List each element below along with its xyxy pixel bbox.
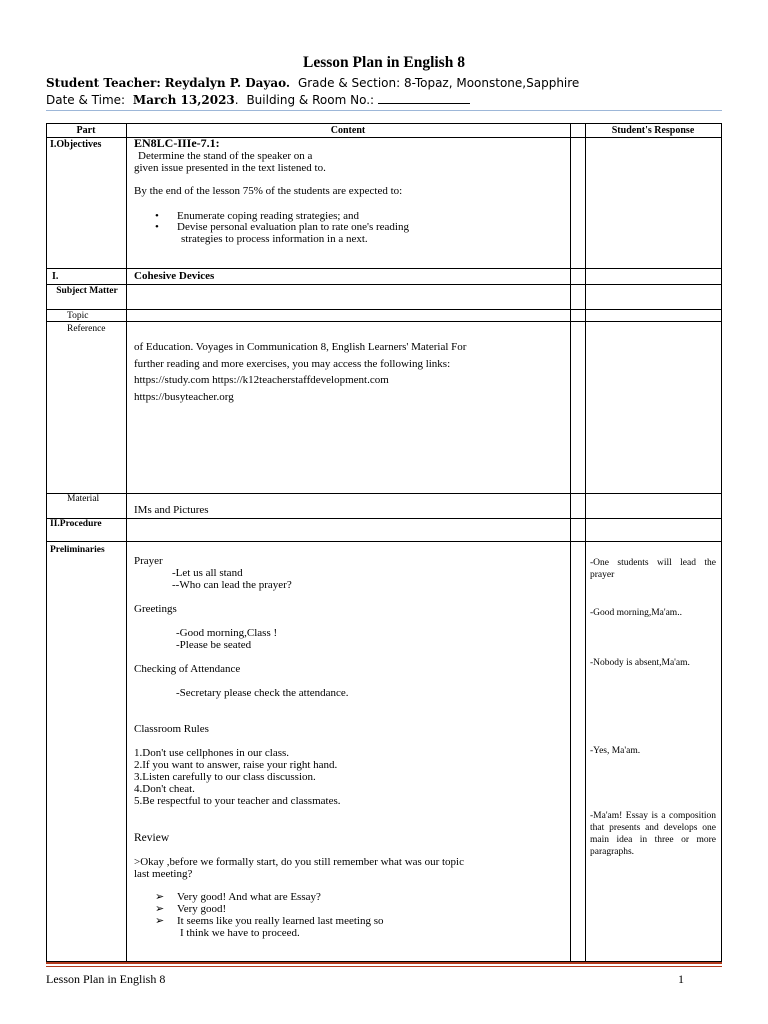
review-question-1: >Okay ,before we formally start, do you still remember what was our topic [134,856,464,868]
rule-item: 2.If you want to answer, raise your right hand. [134,759,338,771]
reference-line: further reading and more exercises, you may access the following links: [134,357,451,370]
rule-item: 1.Don't use cellphones in our class. [134,747,290,759]
rule-item: 3.Listen carefully to our class discussion. [134,771,316,783]
bullet-icon: • [155,221,159,233]
arrow-item-3: ➢ It seems like you really learned last meeting so [155,915,384,927]
grade-label: Grade & Section: [297,76,401,90]
teacher-label: Student Teacher: [46,76,161,90]
date-value: March 13,2023 [132,93,235,107]
part-procedure: II.Procedure [50,519,102,529]
objective-bullet-1: • Enumerate coping reading strategies; and [155,210,360,222]
part-section-1: I. [52,271,59,282]
part-subject-matter: Subject Matter [56,286,118,296]
reference-text [134,339,466,405]
date-suffix: . [234,93,239,107]
reference-line: of Education. Voyages in Communication 8, English Learners' Material For [134,341,467,353]
part-preliminaries: Preliminaries [50,545,105,555]
objective-code: EN8LC-IIIe-7.1: [134,136,220,150]
arrow-item-2: ➢ Very good! [155,903,227,915]
response-prayer: -One students will lead the prayer [590,558,716,580]
footer-rule-thick [46,962,722,964]
response-greeting: -Good morning,Ma'am.. [590,608,682,618]
prayer-line-1: -Let us all stand [172,567,243,579]
attendance-line: -Secretary please check the attendance. [176,687,349,699]
part-material: Material [67,494,100,504]
page-number: 1 [678,972,684,986]
grade-value: 8-Topaz, Moonstone,Sapphire [403,76,580,90]
footer-rule-thin [46,966,722,967]
prayer-heading: Prayer [134,555,163,567]
objective-line2: given issue presented in the text listened to. [134,162,326,174]
teacher-name: Reydalyn P. Dayao. [164,76,291,90]
part-topic: Topic [67,311,89,321]
objective-line1: Determine the stand of the speaker on a [138,150,313,162]
objective-bullet-2: • Devise personal evaluation plan to rate one's reading [155,221,409,233]
reference-link[interactable]: https://study.com https://k12teacherstaffdevelopment.com [134,374,389,386]
response-rules: -Yes, Ma'am. [590,746,641,756]
greet-line-1: -Good morning,Class ! [176,627,278,639]
cohesive-devices: Cohesive Devices [134,270,215,282]
arrow-bullet-icon: ➢ [155,915,165,927]
prayer-line-2: --Who can lead the prayer? [172,579,292,591]
response-review: -Ma'am! Essay is a composition that presents and develops one main idea in three or more paragraphs. [590,811,716,857]
reference-link[interactable]: https://busyteacher.org [134,390,234,403]
bullet-icon: • [155,210,159,222]
date-label: Date & Time: [46,93,126,107]
col-header-part: Part [76,125,96,136]
rules-list [134,747,340,807]
rule-item: 4.Don't cheat. [134,783,195,795]
room-label: Building & Room No.: [246,93,375,107]
arrow-bullet-icon: ➢ [155,903,165,915]
attendance-heading: Checking of Attendance [134,663,241,675]
document-title: Lesson Plan in English 8 [303,54,465,71]
col-header-response: Student's Response [611,125,695,136]
greet-line-2: -Please be seated [176,639,252,651]
objective-intro: By the end of the lesson 75% of the students are expected to: [134,185,403,197]
col-header-content: Content [330,125,366,136]
rules-heading: Classroom Rules [134,723,209,735]
part-objectives: I.Objectives [50,139,102,150]
arrow-bullet-icon: ➢ [155,891,165,903]
footer-title: Lesson Plan in English 8 [46,972,166,986]
response-attendance: -Nobody is absent,Ma'am. [590,658,690,668]
arrow-item-1: ➢ Very good! And what are Essay? [155,891,321,903]
material-content: IMs and Pictures [134,504,209,516]
arrow-item-3-cont: I think we have to proceed. [180,927,300,939]
review-question-2: last meeting? [134,868,193,880]
part-reference: Reference [67,324,106,334]
greetings-heading: Greetings [134,603,177,615]
review-heading: Review [134,832,170,844]
objective-bullet-2-cont: strategies to process information in a next. [181,233,368,245]
rule-item: 5.Be respectful to your teacher and classmates. [134,795,341,807]
